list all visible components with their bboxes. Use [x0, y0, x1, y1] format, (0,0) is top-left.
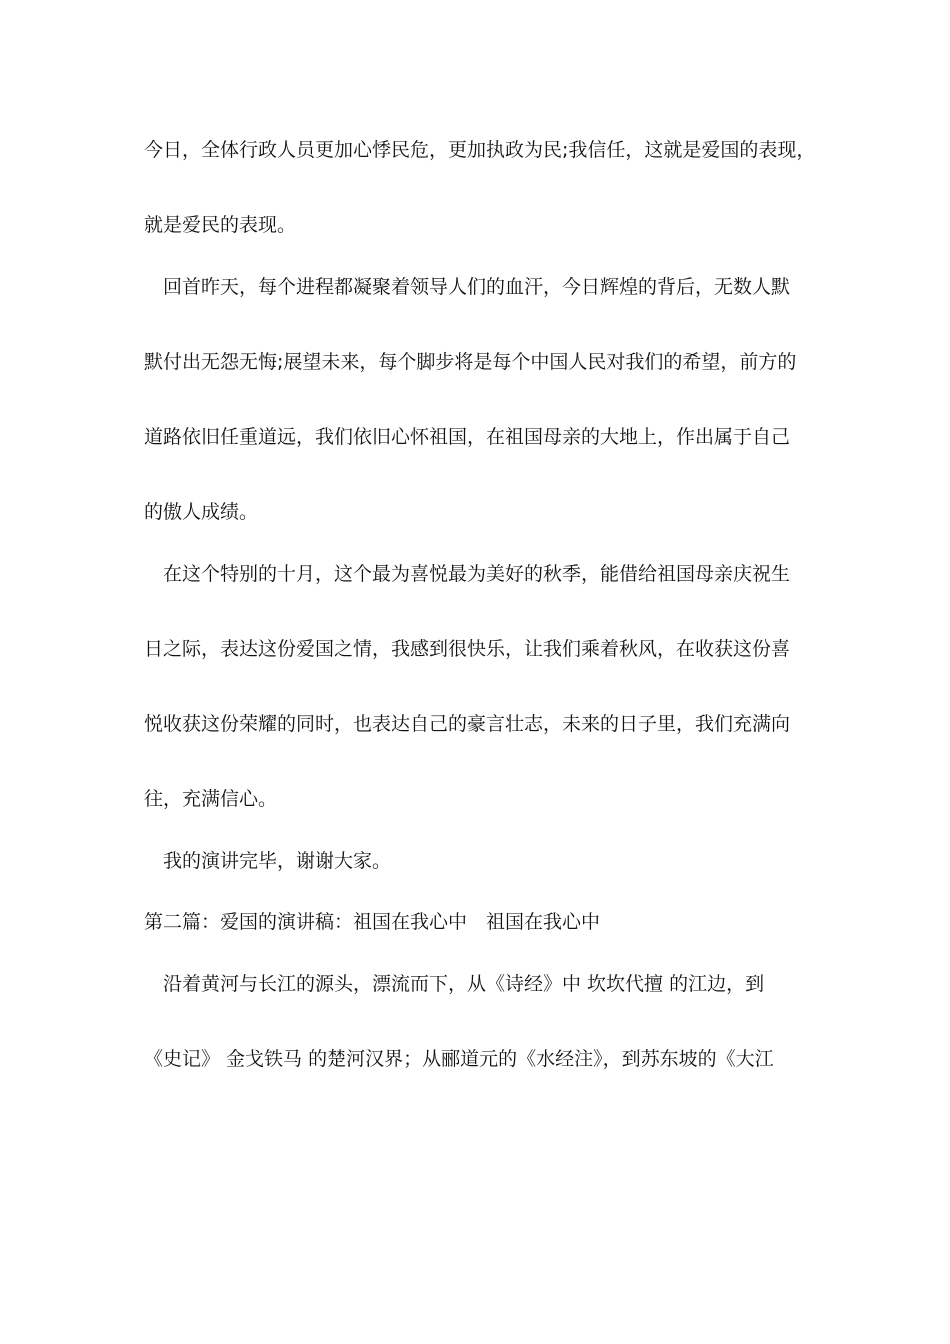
text-line-3: 回首昨天，每个进程都凝聚着领导人们的血汗，今日辉煌的背后，无数人默 — [163, 276, 791, 298]
text-line-6: 的傲人成绩。 — [144, 501, 259, 523]
text-line-13: 沿着黄河与长江的源头，漂流而下，从《诗经》中 坎坎代擅 的江边，到 — [163, 973, 765, 995]
text-line-5: 道路依旧任重道远，我们依旧心怀祖国，在祖国母亲的大地上，作出属于自己 — [144, 426, 791, 448]
text-line-8: 日之际，表达这份爱国之情，我感到很快乐，让我们乘着秋风，在收获这份喜 — [144, 638, 791, 660]
text-line-4: 默付出无怨无悔;展望未来，每个脚步将是每个中国人民对我们的希望，前方的 — [144, 351, 797, 373]
text-line-7: 在这个特别的十月，这个最为喜悦最为美好的秋季，能借给祖国母亲庆祝生 — [163, 563, 791, 585]
text-line-10: 往，充满信心。 — [144, 788, 278, 810]
text-line-11: 我的演讲完毕，谢谢大家。 — [163, 850, 392, 872]
text-line-1: 今日，全体行政人员更加心悸民危，更加执政为民;我信任，这就是爱国的表现， — [144, 139, 816, 161]
section-heading: 第二篇：爱国的演讲稿：祖国在我心中 祖国在我心中 — [144, 911, 601, 933]
text-line-2: 就是爱民的表现。 — [144, 214, 297, 236]
text-line-14: 《史记》 金戈铁马 的楚河汉界；从郦道元的《水经注》，到苏东坡的《大江 — [144, 1048, 774, 1070]
text-line-9: 悦收获这份荣耀的同时，也表达自己的豪言壮志，未来的日子里，我们充满向 — [144, 713, 791, 735]
